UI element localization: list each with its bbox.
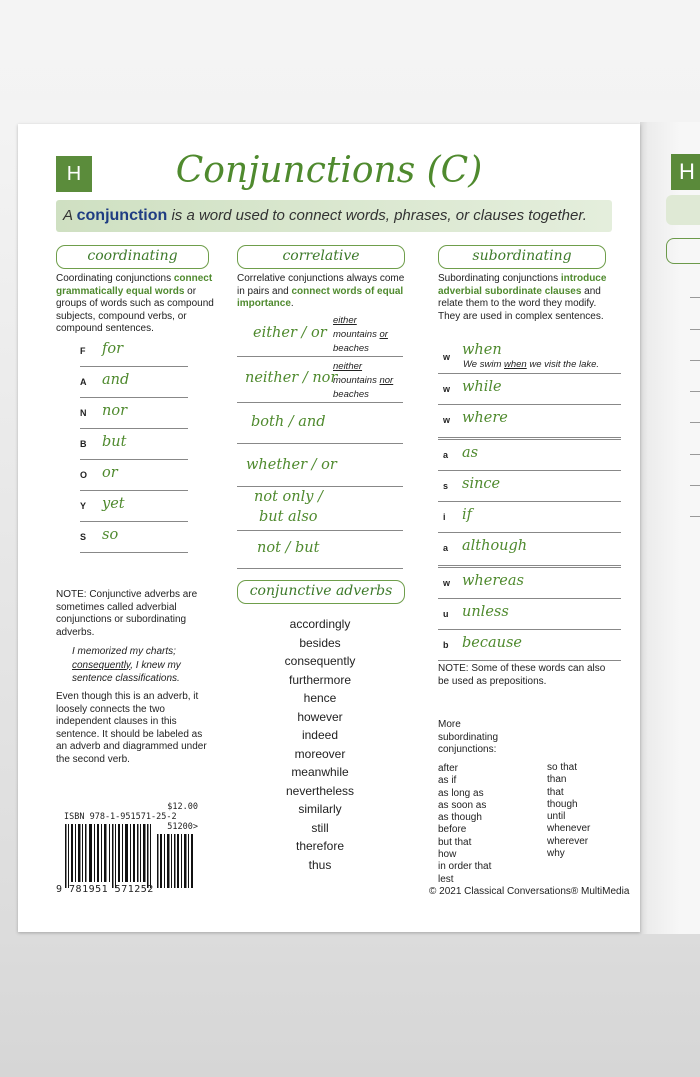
- adverb-item: still: [311, 821, 329, 835]
- mnemonic-letter: a: [443, 450, 449, 460]
- definition-term: conjunction: [76, 207, 168, 224]
- next-page-rule: [690, 422, 700, 423]
- subordinating-desc-highlight: introduce adverbial subordinate clauses: [438, 273, 607, 297]
- example-part: beaches: [333, 389, 369, 400]
- example-part: We swim: [463, 359, 502, 370]
- list-item: that: [547, 786, 564, 798]
- next-page-rule: [690, 360, 700, 361]
- list-item: as soon as: [438, 799, 487, 811]
- coordinating-description: [56, 273, 216, 336]
- list-item: wherever: [547, 835, 589, 847]
- correlative-pair: either / or: [253, 325, 327, 341]
- definition-band: [56, 200, 612, 232]
- list-item: [438, 568, 621, 599]
- list-item: [80, 336, 188, 367]
- correlative-row: [237, 487, 403, 531]
- conjunction-word: or: [102, 465, 118, 481]
- mnemonic-letter: B: [80, 439, 87, 449]
- mnemonic-letter: w: [443, 384, 451, 394]
- conjunction-word: since: [462, 476, 501, 492]
- mnemonic-letter: b: [443, 640, 449, 650]
- conjunction-word: nor: [102, 403, 127, 419]
- example-part: I memorized my charts;: [72, 646, 176, 657]
- example-part: we visit the lake.: [529, 359, 600, 370]
- barcode-number: 9 781951 571252: [56, 884, 154, 895]
- correlative-desc-text: .: [290, 298, 294, 309]
- mnemonic-letter: O: [80, 470, 88, 480]
- more-list-col1: [438, 763, 491, 886]
- correlative-row: [237, 357, 403, 403]
- mnemonic-letter: Y: [80, 501, 87, 511]
- list-item: [80, 522, 188, 553]
- subordinating-example: [463, 359, 599, 370]
- list-item: [438, 471, 621, 502]
- example-underlined: neither: [333, 361, 363, 372]
- adverb-item: moreover: [294, 747, 346, 761]
- conjunction-word: yet: [102, 496, 125, 512]
- adverb-item: hence: [303, 691, 337, 705]
- conjunction-word: for: [102, 341, 124, 357]
- list-item: as if: [438, 775, 457, 787]
- list-item: until: [547, 811, 566, 823]
- next-page-badge: H: [671, 154, 700, 190]
- adverb-item: however: [297, 710, 343, 724]
- mnemonic-letter: i: [443, 512, 446, 522]
- conjunction-word: unless: [462, 604, 509, 620]
- conjunction-word: where: [462, 410, 508, 426]
- next-page-rule: [690, 297, 700, 298]
- correlative-pair: but also: [259, 509, 318, 525]
- mnemonic-letter: u: [443, 609, 449, 619]
- list-item: than: [547, 774, 567, 786]
- example-underlined: consequently: [72, 659, 131, 671]
- list-item: [438, 440, 621, 471]
- mnemonic-letter: N: [80, 408, 87, 418]
- list-item: after: [438, 763, 459, 774]
- mnemonic-letter: w: [443, 578, 451, 588]
- conjunction-word: when: [462, 342, 502, 358]
- correlative-heading: correlative: [237, 245, 405, 269]
- conjunction-word: while: [462, 379, 502, 395]
- list-item: [438, 630, 621, 661]
- conjunction-word: because: [462, 635, 522, 651]
- adverb-item: accordingly: [289, 617, 351, 631]
- barcode-icon: [65, 824, 195, 888]
- next-page-band: [666, 195, 700, 225]
- list-item: as though: [438, 812, 482, 824]
- correlative-row: [237, 312, 403, 357]
- conjunction-word: but: [102, 434, 127, 450]
- coordinating-desc-text: Coordinating conjunctions: [56, 273, 172, 284]
- conjunctive-adverb-note: NOTE: Conjunctive adverbs are sometimes called adverbial conjunctions or subordinating adverbs.: [56, 589, 198, 638]
- example-underlined: either: [333, 315, 357, 326]
- list-item: so that: [547, 762, 578, 773]
- next-page-rule: [690, 454, 700, 455]
- list-item: [80, 367, 188, 398]
- chart-page: [18, 124, 640, 932]
- adverb-item: besides: [299, 636, 341, 650]
- mnemonic-letter: w: [443, 415, 451, 425]
- adverb-item: therefore: [295, 839, 345, 853]
- example-underlined: or: [379, 329, 388, 340]
- correlative-pair: whether / or: [246, 457, 337, 473]
- list-item: [80, 429, 188, 460]
- correlative-pair: both / and: [251, 414, 326, 430]
- conjunction-word: although: [462, 538, 528, 554]
- adverb-item: indeed: [301, 728, 339, 742]
- adverb-item: thus: [308, 858, 332, 872]
- mnemonic-letter: w: [443, 352, 451, 362]
- next-page-rule: [690, 485, 700, 486]
- list-item: how: [438, 849, 457, 861]
- conjunction-word: if: [462, 507, 473, 523]
- correlative-row: [237, 403, 403, 444]
- list-item: [438, 502, 621, 533]
- definition-prefix: A: [63, 207, 73, 224]
- next-page-rule: [690, 391, 700, 392]
- correlative-pair: not / but: [257, 540, 320, 556]
- subordinating-desc-text: and relate them to the word they modify. They are used in complex sentences.: [438, 285, 604, 322]
- adverb-item: similarly: [298, 802, 342, 816]
- coordinating-desc-highlight: connect grammatically equal words: [56, 273, 213, 297]
- correlative-pair: neither / nor: [245, 370, 338, 386]
- example-sentence: [72, 645, 212, 686]
- example-underlined: nor: [379, 375, 394, 386]
- more-conjunctions-heading: More subordinating conjunctions:: [438, 719, 499, 755]
- example-underlined: when: [504, 359, 527, 370]
- next-page-rule: [690, 516, 700, 517]
- correlative-row: [237, 444, 403, 487]
- correlative-pair: not only /: [254, 489, 323, 505]
- list-item: [438, 405, 621, 440]
- adverb-item: consequently: [284, 654, 356, 668]
- correlative-example: [333, 314, 388, 356]
- mnemonic-letter: A: [80, 377, 87, 387]
- coordinating-desc-text: or groups of words such as compound subjects, compound verbs, or compound sentences.: [56, 285, 214, 334]
- list-item: lest: [438, 873, 454, 885]
- list-item: as long as: [438, 787, 484, 799]
- list-item: in order that: [438, 861, 492, 873]
- list-item: whenever: [547, 823, 591, 835]
- correlative-row: [237, 531, 403, 569]
- example-part: mountains: [333, 329, 377, 340]
- next-page-pill: [666, 238, 700, 264]
- subordinating-desc-text: Subordinating conjunctions: [438, 273, 559, 284]
- correlative-description: [237, 273, 407, 311]
- example-part: , I knew my sentence classifications.: [72, 659, 181, 684]
- correlative-desc-highlight: connect words of equal importance: [237, 285, 404, 309]
- mnemonic-letter: F: [80, 346, 86, 356]
- conjunctive-adverbs-heading: conjunctive adverbs: [237, 580, 405, 604]
- copyright: © 2021 Classical Conversations® MultiMedia: [429, 886, 630, 897]
- preposition-note: NOTE: Some of these words can also be used as prepositions.: [438, 663, 606, 687]
- conjunction-word: so: [102, 527, 119, 543]
- list-item: but that: [438, 836, 472, 848]
- example-part: beaches: [333, 343, 369, 354]
- coordinating-heading: coordinating: [56, 245, 209, 269]
- adverb-item: nevertheless: [285, 784, 355, 798]
- list-item: [80, 460, 188, 491]
- list-item: before: [438, 824, 467, 836]
- correlative-desc-text: Correlative conjunctions always come in pairs and: [237, 273, 405, 297]
- list-item: [80, 398, 188, 429]
- isbn-text: ISBN 978-1-951571-25-2: [64, 812, 177, 822]
- price-addon-code: 51200>: [167, 822, 198, 832]
- subordinating-heading: subordinating: [438, 245, 606, 269]
- mnemonic-letter: s: [443, 481, 449, 491]
- mnemonic-letter: a: [443, 543, 449, 553]
- adverb-item: furthermore: [288, 673, 352, 687]
- correlative-example: [333, 360, 393, 402]
- list-item: why: [547, 848, 565, 860]
- list-item: [438, 374, 621, 405]
- conjunction-word: and: [102, 372, 130, 388]
- conjunction-word: as: [462, 445, 479, 461]
- adverb-item: meanwhile: [291, 765, 349, 779]
- list-item: [80, 491, 188, 522]
- section-badge: H: [56, 156, 92, 192]
- mnemonic-letter: S: [80, 532, 87, 542]
- list-item: [438, 533, 621, 568]
- subordinating-description: [438, 273, 608, 323]
- more-list-col2: [547, 762, 590, 860]
- price-label: $12.00: [167, 802, 198, 812]
- example-part: mountains: [333, 375, 377, 386]
- conjunction-word: whereas: [462, 573, 524, 589]
- list-item: [438, 599, 621, 630]
- list-item: though: [547, 798, 578, 810]
- page-title: Conjunctions (C): [175, 150, 483, 191]
- list-item: [438, 340, 621, 374]
- adverb-explanation: Even though this is an adverb, it loosely connects the two independent clauses in this sentence. It should be labeled as an adverb and diagrammed under the second verb.: [56, 691, 207, 765]
- definition-text: is a word used to connect words, phrases, or clauses together.: [171, 207, 587, 224]
- next-page-rule: [690, 329, 700, 330]
